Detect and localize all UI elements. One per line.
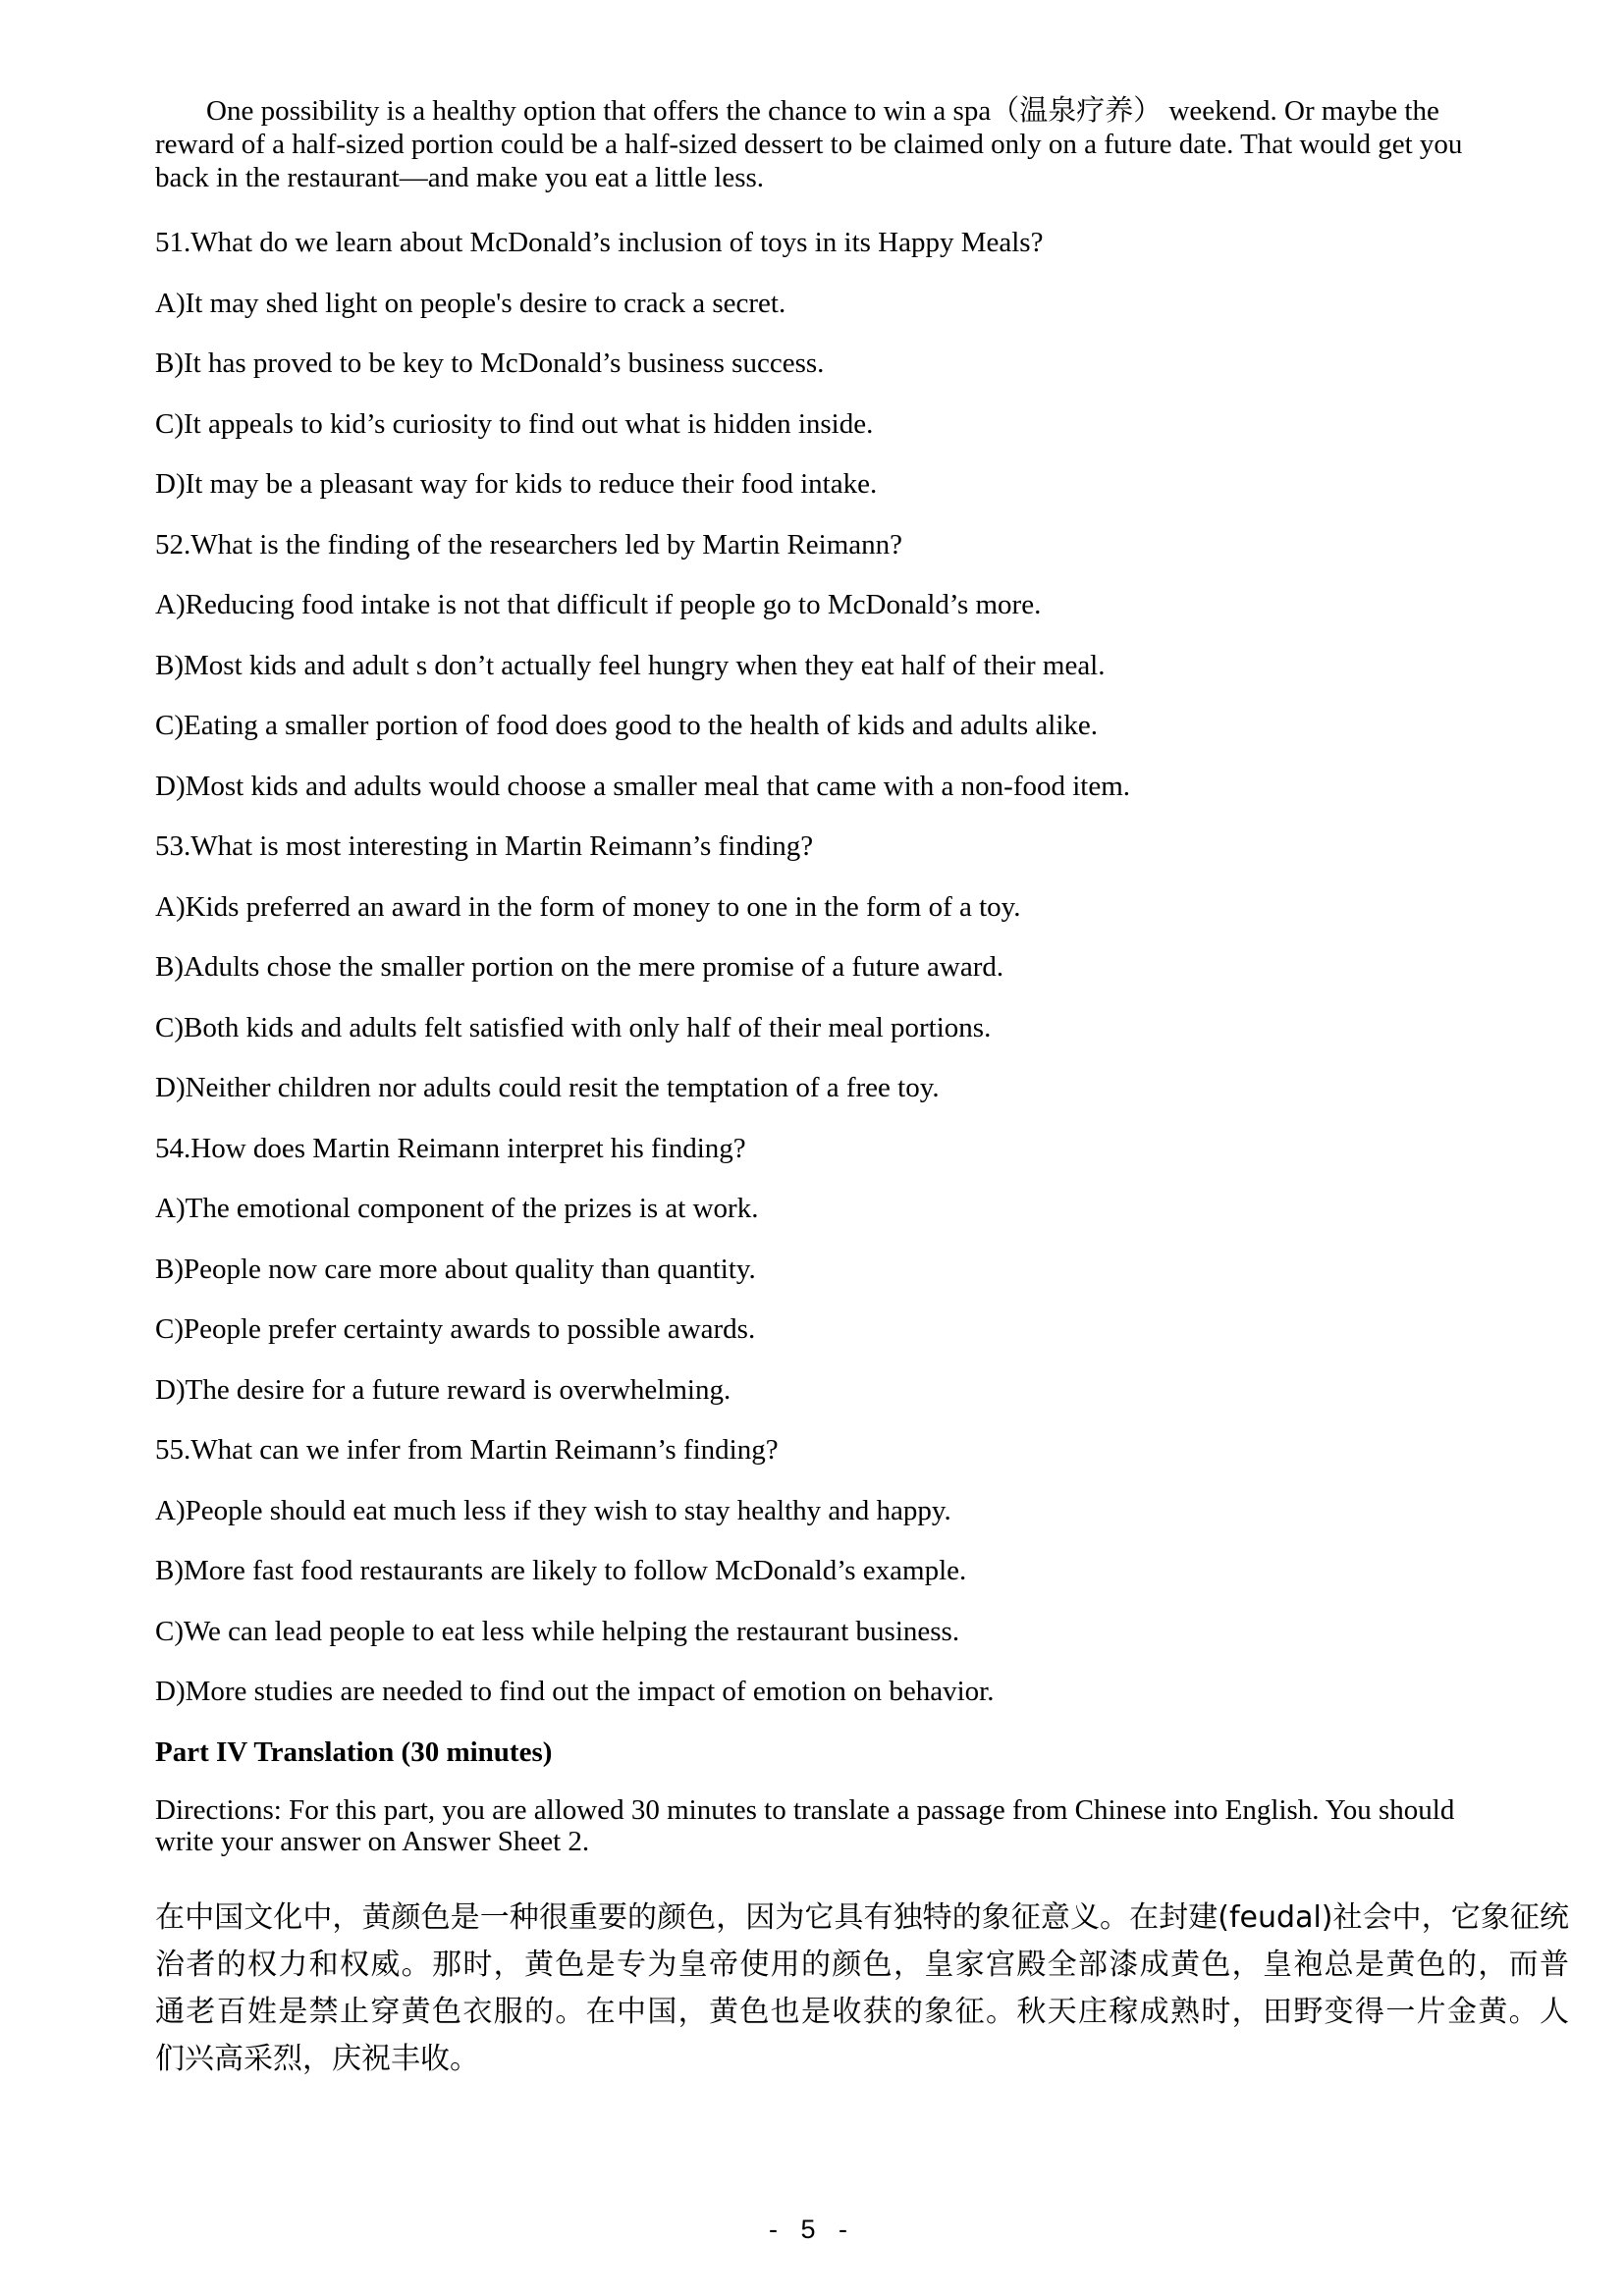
question-54-option-c: C)People prefer certainty awards to possible awards.	[155, 1313, 756, 1345]
translation-passage-line: 通老百姓是禁止穿黄色衣服的。在中国，黄色也是收获的象征。秋天庄稼成熟时，田野变得一片金黄。人	[155, 1994, 1569, 2029]
question-51-option-b: B)It has proved to be key to McDonald’s business success.	[155, 347, 825, 379]
question-51-option-c: C)It appeals to kid’s curiosity to find out what is hidden inside.	[155, 407, 874, 440]
question-52-option-b: B)Most kids and adult s don’t actually feel hungry when they eat half of their meal.	[155, 649, 1106, 681]
directions-line: Directions: For this part, you are allowed 30 minutes to translate a passage from Chinese into English. You should	[155, 1793, 1455, 1826]
question-54-option-b: B)People now care more about quality than quantity.	[155, 1253, 756, 1285]
question-52-option-c: C)Eating a smaller portion of food does good to the health of kids and adults alike.	[155, 710, 1099, 741]
question-53-option-a: A)Kids preferred an award in the form of money to one in the form of a toy.	[155, 890, 1021, 923]
intro-paragraph-line: back in the restaurant—and make you eat a little less.	[155, 162, 765, 193]
question-53-option-c: C)Both kids and adults felt satisfied with only half of their meal portions.	[155, 1011, 992, 1043]
question-51-option-a: A)It may shed light on people's desire to crack a secret.	[155, 287, 786, 319]
translation-passage	[155, 1895, 1569, 2083]
question-stem-54: 54.How does Martin Reimann interpret his finding?	[155, 1132, 746, 1164]
question-stem-52: 52.What is the finding of the researchers led by Martin Reimann?	[155, 528, 903, 561]
directions-line: write your answer on Answer Sheet 2.	[155, 1825, 590, 1857]
intro-paragraph-line: One possibility is a healthy option that offers the chance to win a spa（温泉疗养） weekend. Or maybe the	[206, 95, 1439, 127]
page-content	[155, 94, 1569, 2083]
question-52-option-a: A)Reducing food intake is not that difficult if people go to McDonald’s more.	[155, 589, 1042, 620]
question-stem-53: 53.What is most interesting in Martin Reimann’s finding?	[155, 830, 814, 862]
question-54-option-d: D)The desire for a future reward is overwhelming.	[155, 1373, 731, 1406]
translation-passage-line: 们兴高采烈，庆祝丰收。	[155, 2041, 479, 2076]
directions	[155, 1794, 1569, 1857]
intro-paragraph-line: reward of a half-sized portion could be a half-sized dessert to be claimed only on a future date. That would get you	[155, 129, 1463, 160]
question-53-option-b: B)Adults chose the smaller portion on the mere promise of a future award.	[155, 951, 1004, 983]
question-52-option-d: D)Most kids and adults would choose a smaller meal that came with a non-food item.	[155, 770, 1131, 802]
question-55-option-c: C)We can lead people to eat less while helping the restaurant business.	[155, 1615, 960, 1647]
translation-passage-line: 治者的权力和权威。那时，黄色是专为皇帝使用的颜色，皇家宫殿全部漆成黄色，皇袍总是黄色的，而普	[155, 1947, 1569, 1982]
question-51-option-d: D)It may be a pleasant way for kids to reduce their food intake.	[155, 468, 878, 500]
translation-passage-line: 在中国文化中，黄颜色是一种很重要的颜色，因为它具有独特的象征意义。在封建(feudal)社会中，它象征统	[155, 1899, 1569, 1935]
question-54-option-a: A)The emotional component of the prizes is at work.	[155, 1193, 759, 1224]
question-55-option-b: B)More fast food restaurants are likely to follow McDonald’s example.	[155, 1555, 967, 1586]
question-55-option-d: D)More studies are needed to find out the impact of emotion on behavior.	[155, 1676, 995, 1707]
question-53-option-d: D)Neither children nor adults could resit the temptation of a free toy.	[155, 1072, 940, 1103]
question-list	[155, 226, 1569, 1708]
question-stem-55: 55.What can we infer from Martin Reimann’s finding?	[155, 1434, 779, 1466]
question-55-option-a: A)People should eat much less if they wish to stay healthy and happy.	[155, 1494, 951, 1526]
question-stem-51: 51.What do we learn about McDonald’s inclusion of toys in its Happy Meals?	[155, 227, 1044, 258]
part-iv-heading: Part IV Translation (30 minutes)	[155, 1735, 553, 1768]
page-number: - 5 -	[768, 2215, 855, 2244]
